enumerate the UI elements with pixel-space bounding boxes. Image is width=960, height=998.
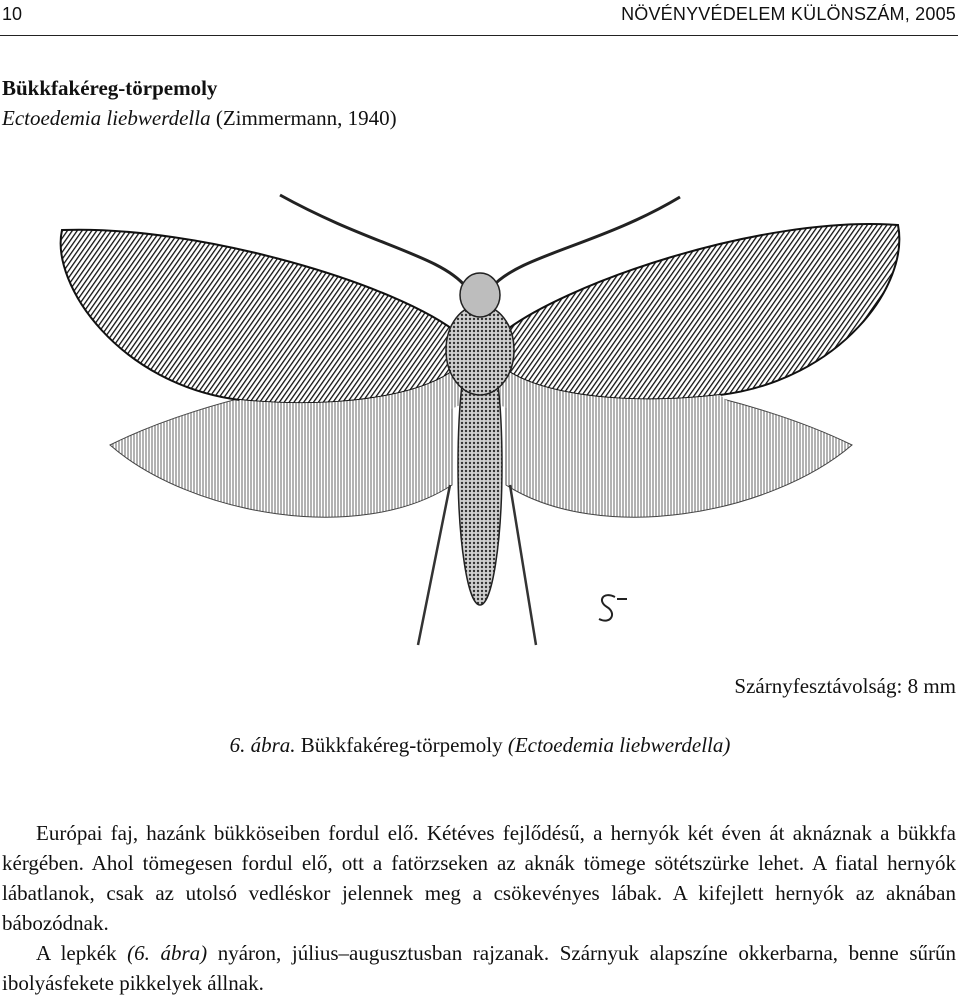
moth-thorax (446, 305, 514, 395)
right-leg (510, 485, 536, 645)
paragraph-2 (2, 938, 956, 998)
moth-illustration (40, 185, 920, 665)
paragraph-1: Európai faj, hazánk bükköseiben fordul elő. Kétéves fejlődésű, a hernyók két éven át aknáznak a bükkfa kérgében. Ahol tömegesen fordul elő, ott a fatörzseken az aknák tömege sötétszürke lehet. A fiatal hernyók lábatlanok, csak az utolsó vedléskor jelennek meg a csökevényes lábak. A kifejlett hernyók az aknában bábozódnak. (2, 821, 956, 935)
body-text (2, 818, 956, 998)
paragraph-2-start: A lepkék (36, 941, 128, 965)
article-title: Bükkfakéreg-törpemoly (2, 76, 218, 100)
illustrator-mark (599, 595, 627, 620)
species-name: Ectoedemia liebwerdella (2, 106, 211, 130)
caption-label: 6. ábra. (229, 733, 296, 757)
page-header (0, 0, 960, 36)
caption-species: (Ectoedemia liebwerdella) (507, 733, 731, 757)
page-number: 10 (2, 4, 23, 24)
caption-text: Bükkfakéreg-törpemoly (295, 733, 508, 757)
left-leg (418, 485, 450, 645)
left-forewing (61, 230, 460, 403)
author-year: (Zimmermann, 1940) (215, 106, 397, 130)
header-rule (0, 35, 958, 36)
paragraph-2-end: nyáron, július–augusztusban rajzanak. Szárnyuk alapszíne okkerbarna, benne sűrűn ibolyásfekete pikkelyek állnak. (2, 941, 957, 995)
moth-head (460, 273, 500, 317)
journal-title: NÖVÉNYVÉDELEM KÜLÖNSZÁM, 2005 (621, 4, 956, 24)
figure-reference: (6. ábra) (127, 941, 208, 965)
figure-caption (0, 733, 960, 758)
wingspan-label: Szárnyfesztávolság: 8 mm (734, 674, 956, 698)
article-subtitle (2, 106, 397, 131)
